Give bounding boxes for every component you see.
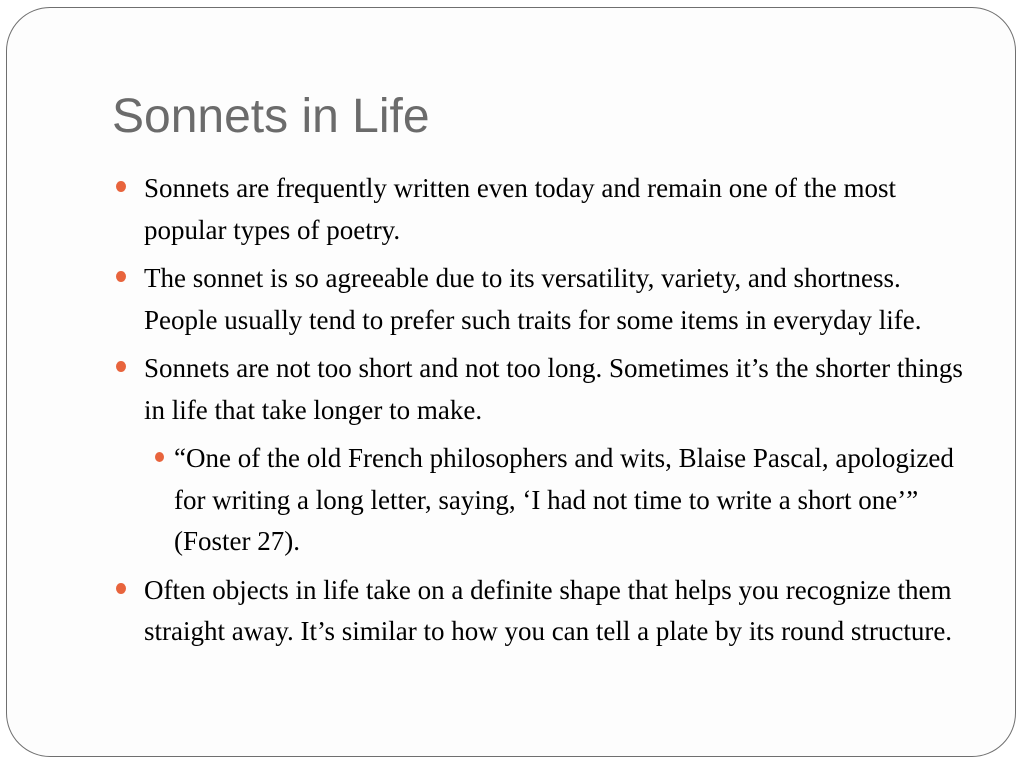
sub-bullet-item <box>0 438 964 563</box>
bullet-list <box>0 168 1024 660</box>
bullet-text: Sonnets are not too short and not too long. Sometimes it’s the shorter things in life that take longer to make. <box>144 353 963 425</box>
bullet-dot-icon <box>116 181 126 192</box>
bullet-item <box>0 168 964 251</box>
bullet-dot-icon <box>155 452 164 462</box>
bullet-dot-icon <box>116 271 126 282</box>
bullet-text: Often objects in life take on a definite shape that helps you recognize them straight away. It’s similar to how you can tell a plate by its round structure. <box>144 574 953 646</box>
slide-title: Sonnets in Life <box>112 90 430 143</box>
sub-bullet-text: “One of the old French philosophers and wits, Blaise Pascal, apologized for writing a long letter, saying, ‘I had not time to write a short one’” (Foster 27). <box>174 443 954 556</box>
bullet-item <box>0 570 964 653</box>
bullet-dot-icon <box>116 361 126 372</box>
bullet-item <box>0 348 964 431</box>
bullet-text: Sonnets are frequently written even today and remain one of the most popular types of poetry. <box>144 173 897 245</box>
bullet-text: The sonnet is so agreeable due to its versatility, variety, and shortness. People usually tend to prefer such traits for some items in everyday life. <box>144 263 922 335</box>
bullet-dot-icon <box>116 583 126 594</box>
bullet-item <box>0 258 964 341</box>
